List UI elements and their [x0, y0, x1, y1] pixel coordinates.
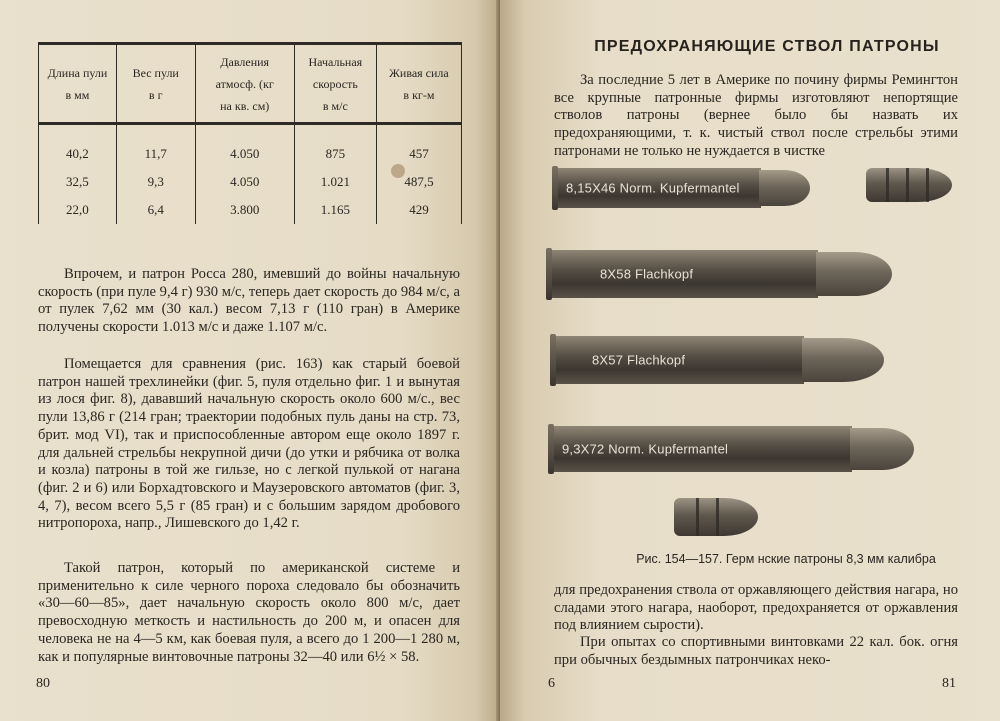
- table-cell: 1.165: [294, 196, 376, 224]
- left-paragraph-1: Впрочем, и патрон Росса 280, имевший до войны начальную скорость (при пуле 9,4 г) 930 м/с, теперь дает скорость до 984 м/с, а от пулек 7,62 мм (30 кал.) весом 7,13 г (110 гран) в Америке получены скорости 1.013 м/с и даже 1.107 м/с.: [38, 266, 460, 336]
- right-paragraph-1: для предохранения ствола от оржавляющего действия нагара, но сладами этого нагара, наоборот, предохраняется от оржавления под влиянием сырости).: [554, 582, 958, 634]
- table-cell: 875: [294, 124, 376, 168]
- table-cell: 3.800: [195, 196, 294, 224]
- table-cell: 40,2: [39, 124, 117, 168]
- page-number-right: 81: [942, 676, 956, 691]
- header-energy: Живая сила в кг-м: [376, 44, 461, 124]
- table-cell: 22,0: [39, 196, 117, 224]
- cartridge-3-label: 8X57 Flachkopf: [592, 352, 686, 368]
- table-cell: 457: [376, 124, 461, 168]
- bullet-2: [674, 498, 758, 536]
- header-pressure: Давления атмосф. (кг на кв. см): [195, 44, 294, 124]
- signature-mark: 6: [548, 676, 555, 691]
- cartridge-1: [556, 168, 810, 208]
- page-number-left: 80: [36, 676, 50, 691]
- cartridge-2: [550, 250, 892, 298]
- table-cell: 487,5: [376, 168, 461, 196]
- right-paragraph-2: При опытах со спортивными винтовками 22 кал. бок. огня при обычных бездымных патрончиках неко-: [554, 634, 958, 668]
- left-paragraph-3: Такой патрон, который по американской системе и применительно к силе черного пороха следовало бы обозначить «30—60—85», дает начальную скорость около 800 м/с, дает превосходную меткость и настильность до 200 м, и опасен для человека не на 4—5 км, как боевая пуля, а всего до 1 200—1 280 м, как и популярные винтовочные патроны 32—40 или 6½ × 58.: [38, 560, 460, 665]
- bullet-1: [866, 168, 952, 202]
- cartridge-4: [552, 426, 914, 472]
- cartridge-1-label: 8,15X46 Norm. Kupfermantel: [566, 180, 740, 196]
- left-paragraph-2: Помещается для сравнения (рис. 163) как старый боевой патрон нашей трехлинейки (фиг. 5, пуля отдельно фиг. 1 и вынутая из лося фиг. 8), дававший начальную скорость около 600 м/с., вес пули 13,86 г (214 гран; траектории подобных пуль даны на стр. 73, брит. мод VI), так и приспособленные автором еще около 1897 г. для дальней стрельбы некрупной дичи (до утки и рябчика от волка и козла) патроны в той же гильзе, но с легкой пулькой от нагана (фиг. 2 и 6) или Борхадтовского и Маузеровского автоматов (фиг. 3, 4, 7), весом всего 5,5 г (85 гран) и с большим зарядом дробового нитропороха, напр., Лишевского до 1,42 г.: [38, 356, 460, 532]
- table-cell: 4.050: [195, 124, 294, 168]
- cartridge-4-label: 9,3X72 Norm. Kupfermantel: [562, 441, 729, 457]
- cartridge-3: [554, 336, 884, 384]
- table-cell: 32,5: [39, 168, 117, 196]
- cartridge-2-label: 8X58 Flachkopf: [600, 266, 694, 282]
- table-cell: 429: [376, 196, 461, 224]
- ballistics-table: [38, 42, 462, 224]
- table-row: [39, 124, 462, 168]
- header-bullet-length: Длина пули в мм: [39, 44, 117, 124]
- table-row: [39, 196, 462, 224]
- header-bullet-weight: Вес пули в г: [116, 44, 195, 124]
- table-cell: 1.021: [294, 168, 376, 196]
- stain-mark: [391, 164, 405, 178]
- right-page: [500, 0, 1000, 721]
- header-muzzle-velocity: Начальная скорость в м/с: [294, 44, 376, 124]
- figure-caption: Рис. 154—157. Герм нские патроны 8,3 мм калибра: [636, 552, 936, 566]
- table-cell: 9,3: [116, 168, 195, 196]
- table-cell: 11,7: [116, 124, 195, 168]
- table-cell: 4.050: [195, 168, 294, 196]
- right-intro-paragraph: За последние 5 лет в Америке по почину фирмы Ремингтон все крупные патронные фирмы изготовляют непортящие стволов патроны (вернее было бы назвать их предохраняющими, т. к. чистый ствол после стрельбы этими патронами не только не нуждается в чистке: [554, 72, 958, 159]
- table-cell: 6,4: [116, 196, 195, 224]
- section-title: ПРЕДОХРАНЯЮЩИЕ СТВОЛ ПАТРОНЫ: [594, 38, 940, 55]
